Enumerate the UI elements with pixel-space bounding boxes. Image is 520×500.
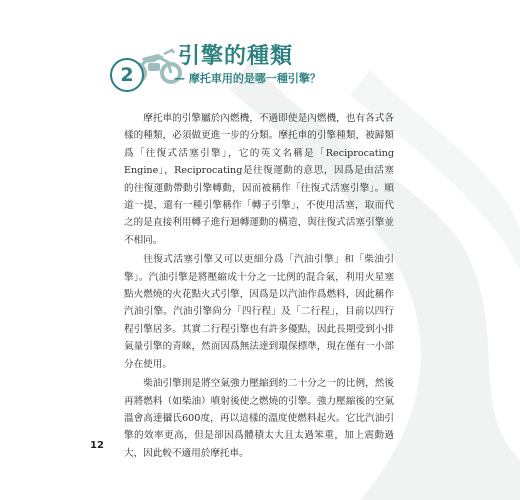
paragraph: 摩托車的引擎屬於內燃機，不過即使是內燃機，也有各式各樣的種類，必須做更進一步的分類。摩托車的引擎種類，被歸類爲「往復式活塞引擎」，它的英文名稱是「Reciprocating Engine」，Reciprocating是往復運動的意思，因爲是由活塞的往復運動帶動引擎轉動，因而被稱作「往復式活塞引擎」。順道一提，還有一種引擎稱作「轉子引擎」，不使用活塞，取而代之的是直接利用轉子進行迴轉運動的構造，與往復式活塞引擎並不相同。: [124, 113, 394, 246]
chapter-header: [0, 0, 520, 100]
chapter-number-badge: 2: [110, 58, 144, 92]
page-number: 12: [90, 440, 104, 451]
page-title: 引擎的種類: [178, 44, 294, 69]
paragraph: 柴油引擎則是將空氣強力壓縮到約二十分之一的比例，然後再將燃料（如柴油）噴射後使之燃燒的引擎。強力壓縮後的空氣溫會高達攝氏600度，再以這樣的溫度使燃料起火。它比汽油引擎的效率更高，但是卻因爲體積太大且太過笨重，加上震動過大，因此較不適用於摩托車。: [124, 378, 394, 459]
paragraph: 往復式活塞引擎又可以更細分爲「汽油引擎」和「柴油引擎」。汽油引擎是將壓縮成十分之一比例的混合氣，利用火星塞點火燃燒的火花點火式引擎，因爲是以汽油作爲燃料，因此稱作汽油引擎。汽油引擎尙分「四行程」及「二行程」，目前以四行程引擎居多。其實二行程引擎也有許多優點，因此長期受到小排氣量引擎的青睞，然而因爲無法達到環保標準，現在僅有一小部分在使用。: [124, 254, 394, 370]
page-subtitle: — 摩托車用的是哪一種引擎？: [174, 72, 321, 85]
body-text: [124, 110, 394, 464]
